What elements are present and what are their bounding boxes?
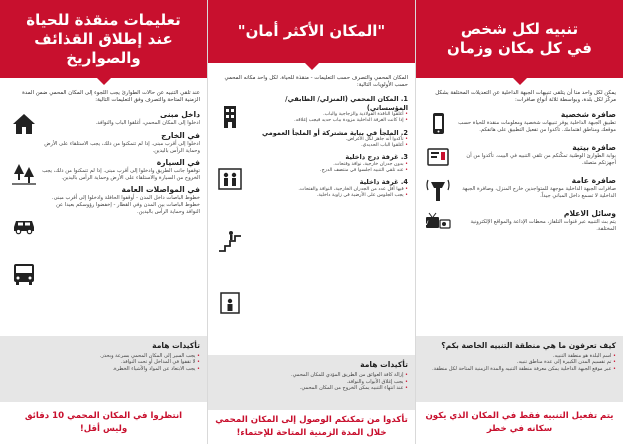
shelter-people-icon [217,167,243,191]
section-text: خطوط الباصات داخل المدن - أوقفوا الحافلة وادخلوا إلى أقرب مبنى. خطوط الباصات بين المدن وفي القطار - إخفضوا رؤوسكم بعيدا عن النوافذ وحماية الرأس باليدين. [51,195,200,215]
instruction-car [41,158,200,181]
car-icon [11,212,37,236]
list-item: • إذا كانت الغرفة الداخلية مزودة بباب حديد فيجب إغلاقه. [245,118,408,124]
priority-inner-room [245,178,408,199]
stairs-icon [217,229,243,253]
life-saving-header [0,0,207,78]
list-item: • عند تلقي التنبيه اجلسوا في منتصف الدرج. [245,168,408,174]
footer-line2: سكانه في خطر [486,424,553,434]
building-icon [217,105,243,129]
alert-section-personal [423,110,616,138]
instruction-outside [41,131,200,154]
alert-header [416,0,623,78]
list-item: • يجب السير إلى المكان المحمي بسرعة وبحذر. [7,353,200,359]
section-text: ادخلوا إلى أقرب مبنى. إذا لم تتمكنوا من ذلك، يجب الاستلقاء على الأرض وحماية الرأس باليدين. [44,141,200,154]
section-title: 2. الملجأ في بناية مشتركة أو الملجأ العمومي [262,128,408,137]
safe-place-intro: المكان المحمي والتصرف حسب التعليمات - منقذة للحياة. لكل واحد مكانه المحمي حسب الأولويات التالية: [224,74,408,88]
life-saving-title-line1: تعليمات منقذة للحياة [26,10,181,29]
list-item: • أغلقوا النافذة الفولاذية والزجاجية والباب. [245,112,408,118]
section-text: صافرات الجبهة الداخلية موجهة للمتواجدين خارج المنزل، وصافرة الجبهة الداخلية لا تسمع داخل المباني جيداً. [462,186,616,200]
section-title: في المواصلات العامة [121,185,200,195]
section-text: ادخلوا إلى المكان المحمي، أغلقوا الباب والنوافذ. [95,120,200,127]
instruction-public-transport [41,185,200,215]
alert-title-line2: في كل مكان وزمان [447,39,592,57]
life-saving-title-line2: عند إطلاق القذائف والصواريخ [34,29,173,67]
life-saving-body [0,78,207,336]
column-life-saving [0,0,207,444]
list-item: • يجب إغلاق الأبواب والنوافذ. [215,379,408,385]
life-saving-footer [0,402,207,444]
alert-section-media [420,209,616,237]
svg-text:TV: TV [420,220,429,228]
section-text: يتم بث التنبيه عبر قنوات التلفاز، محطات الإذاعة والمواقع الإلكترونية المختلفة. [470,219,616,233]
alert-intro: يمكن لكل واحد منا أن يتلقى تنبيهات الجبهة الداخلية عن التعديلات المختلفة بشكل مركّز لكل بلدة، وبواسطة ثلاثة أنواع صافرات: [435,90,616,104]
section-text: توقفوا جانب الطريق وادخلوا إلى أقرب مبنى. إذا لم تتمكنوا من ذلك، يجب الخروج من السيارة والاستلقاء على الأرض وحماية الرأس باليدين. [42,168,200,181]
list-item: • لا تقفوا في المداخل أو تحت النوافذ. [7,359,200,365]
alert-info-box [416,336,623,402]
safe-place-title: "المكان الأكثر أمان" [237,21,386,40]
list-item: • أغلقوا الباب الحديدي. [245,143,408,149]
section-title: في الخارج [161,131,200,140]
section-title: 1. المكان المحمي (المنزلي/ الطابقي/ المؤسساتي) [285,95,408,112]
house-icon [11,112,37,136]
list-item: • بدون جدران خارجية، نوافذ وفتحات. [245,162,408,168]
box-title: تأكيدات هامة [360,360,408,370]
box-title: كيف تعرفون ما هي منطقة التنبيه الخاصة بكم؟ [441,341,616,350]
section-text: تطبيق الجبهة الداخلية يوفر تنبيهات شخصية ومعلومات منقذة للحياة حسب موقعك ومناطق اهتمامك. تأكدوا من تفعيل التطبيق على هاتفكم. [458,120,616,134]
section-title: صافرة عامة [571,176,616,186]
list-item: • يجب الجلوس على الأرضية في زاوية داخلية. [245,193,408,199]
safe-place-header [208,0,415,63]
inner-room-icon [217,291,243,315]
section-title: صافرة شخصية [560,110,616,120]
alert-title-line1: تنبيه لكل شخص [460,20,579,38]
list-item: • يجب الابتعاد عن المواد والأشياء الخطرة. [7,366,200,372]
footer-line2: وليس أقل! [79,424,128,434]
footer-line1: انتظروا في المكان المحمي 10 دقائق [24,411,183,421]
instruction-indoors [41,110,200,127]
box-title: تأكيدات هامة [152,341,200,350]
list-item: • تأكدوا أنه جاهز لكل الأغراض. [245,137,408,143]
safe-place-body [208,63,415,355]
footer-line1: يتم تفعيل التنبيه فقط في المكان الذي يكون [425,411,614,421]
section-title: 4. غرفة داخلية [359,178,408,187]
priority-protected-room [245,95,408,124]
priority-shelter [245,129,408,150]
alert-body [416,78,623,336]
alert-section-public [423,176,616,204]
safe-place-info-box [208,355,415,410]
siren-icon [423,176,453,204]
footer-line2: خلال المدة الزمنية المتاحة للإحتماء! [236,428,387,439]
alert-footer [416,402,623,444]
outdoor-trees-icon [11,162,37,186]
list-item: • اسم البلدة هو منطقة التنبيه. [423,353,616,359]
list-item: • تم تقسيم المدن الكبيرة إلى عدة مناطق تنبيه. [423,359,616,365]
home-alert-device-icon [423,143,453,171]
list-item: • إزالة كافة العوائق من الطريق المؤدي للمكان المحمي. [215,372,408,378]
section-title: داخل مبنى [160,110,200,120]
list-item: • عند انتهاء التنبيه يمكن الخروج من المكان المحمي. [215,385,408,391]
section-title: 3. غرفة درج داخلية [345,153,408,162]
priority-stairwell [245,153,408,174]
bus-icon [11,262,37,286]
column-alert [415,0,623,444]
section-text: بوابة الطوارئ الوطنية تمكّنكم من تلقي التنبيه في البيت. تأكدوا من أن أجهزتكم متصلة. [466,153,616,167]
smartphone-icon [423,110,453,138]
life-saving-intro: عند تلقي التنبيه عن حالات الطوارئ يجب اللجوء إلى المكان المحمي ضمن المدة الزمنية المتاحة والتصرف وفق التعليمات التالية: [22,90,200,104]
footer-line1: تأكدوا من تمكنكم الوصول إلى المكان المحمي [215,415,408,426]
alert-section-home [423,143,616,171]
section-title: صافرة بيتية [572,143,616,153]
list-item: • عبر موقع الجبهة الداخلية يمكن معرفة منطقة التنبيه والمدة الزمنية المتاحة لكل منطقة. [423,366,616,372]
section-title: وسائل الاعلام [563,209,616,219]
tv-radio-icon [420,209,453,237]
safe-place-footer [208,410,415,444]
section-title: في السيارة [156,158,200,168]
list-item: • فيها أقل عدد من الجدران الخارجية، النوافذ والفتحات. [245,187,408,193]
column-safest-place [207,0,415,444]
life-saving-info-box [0,336,207,402]
